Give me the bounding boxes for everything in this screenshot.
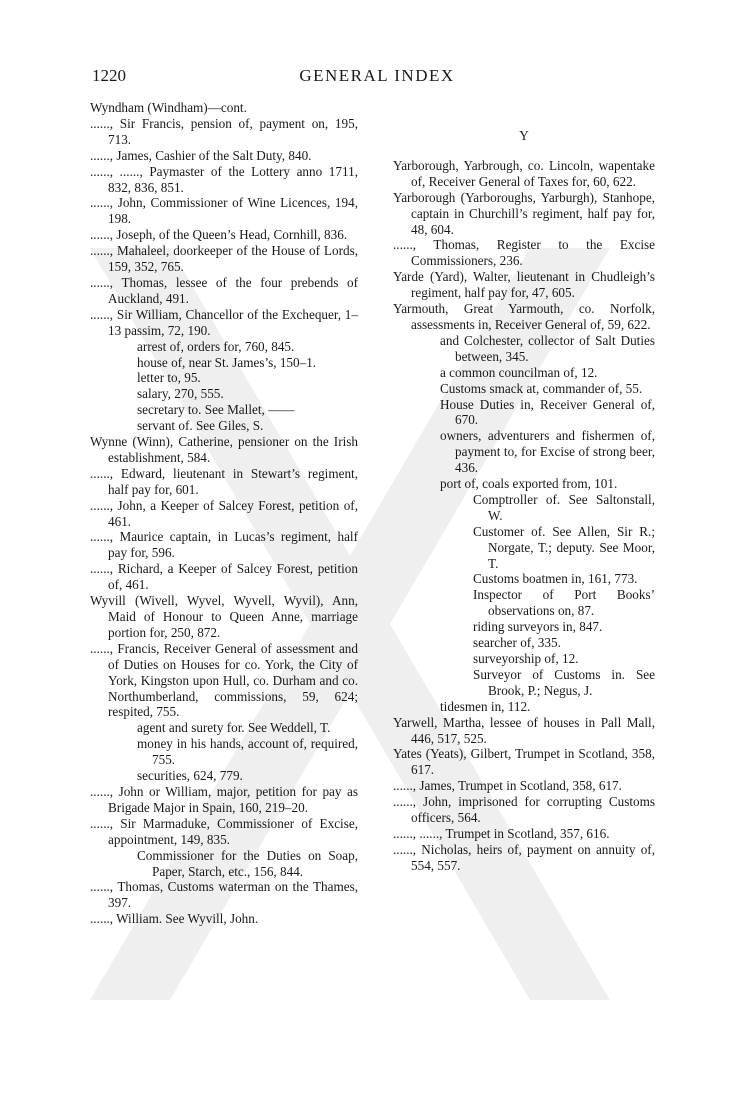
- index-entry: ......, Thomas, lessee of the four prebends of Auckland, 491.: [90, 274, 358, 306]
- page-title: GENERAL INDEX: [299, 66, 455, 85]
- page-number: 1220: [92, 66, 126, 85]
- index-entry: Commissioner for the Duties on Soap, Paper, Starch, etc., 156, 844.: [137, 847, 358, 879]
- index-entry: servant of. See Giles, S.: [137, 418, 264, 434]
- index-entry: Yarborough, Yarbrough, co. Lincoln, wapentake of, Receiver General of Taxes for, 60, 622.: [393, 157, 655, 189]
- index-entry: salary, 270, 555.: [137, 386, 224, 402]
- index-entry: ......, James, Cashier of the Salt Duty, 840.: [90, 147, 312, 163]
- index-entry: money in his hands, account of, required, 755.: [137, 736, 358, 768]
- index-entry: Customer of. See Allen, Sir R.; Norgate, T.; deputy. See Moor, T.: [473, 523, 655, 571]
- index-entry: house of, near St. James’s, 150–1.: [137, 354, 317, 370]
- index-entry: searcher of, 335.: [473, 635, 561, 651]
- index-entry: surveyorship of, 12.: [473, 651, 579, 666]
- index-entry: House Duties in, Receiver General of, 670.: [440, 396, 655, 428]
- index-entry: Yates (Yeats), Gilbert, Trumpet in Scotland, 358, 617.: [393, 746, 655, 778]
- index-entry: ......, Nicholas, heirs of, payment on annuity of, 554, 557.: [393, 841, 655, 873]
- index-entry: arrest of, orders for, 760, 845.: [137, 338, 295, 354]
- index-entry: riding surveyors in, 847.: [473, 619, 603, 635]
- index-entry: Yarwell, Martha, lessee of houses in Pall Mall, 446, 517, 525.: [393, 714, 655, 746]
- index-entry: ......, Sir Francis, pension of, payment on, 195, 713.: [90, 115, 358, 147]
- right-index-column: [393, 128, 655, 874]
- index-entry: Yarborough (Yarboroughs, Yarburgh), Stanhope, captain in Churchill’s regiment, half pay for, 48, 604.: [393, 189, 655, 237]
- index-entry: ......, Sir Marmaduke, Commissioner of Excise, appointment, 149, 835.: [90, 815, 358, 847]
- index-entry: Wyndham (Windham)—cont.: [90, 100, 247, 115]
- index-entry: ......, Maurice captain, in Lucas’s regiment, half pay for, 596.: [90, 529, 358, 561]
- left-index-column: [90, 100, 358, 927]
- index-entry: ......, Mahaleel, doorkeeper of the House of Lords, 159, 352, 765.: [90, 243, 358, 275]
- index-entry: ......, William. See Wyvill, John.: [90, 911, 259, 927]
- index-entry: ......, Richard, a Keeper of Salcey Forest, petition of, 461.: [90, 561, 358, 593]
- index-entry: ......, Thomas, Customs waterman on the Thames, 397.: [90, 879, 358, 911]
- index-entry: port of, coals exported from, 101.: [440, 476, 618, 492]
- index-entry: tidesmen in, 112.: [440, 698, 531, 714]
- index-entry: ......, John or William, major, petition for pay as Brigade Major in Spain, 160, 219–20.: [90, 783, 358, 815]
- index-entry: ......, Francis, Receiver General of assessment and of Duties on Houses for co. York, the City of York, Kingston upon Hull, co. Durham and co. Northumberland, commissions, 59, 624; respited, 755.: [90, 640, 358, 720]
- index-entry: ......, John, a Keeper of Salcey Forest, petition of, 461.: [90, 497, 358, 529]
- index-entry: owners, adventurers and fishermen of, payment to, for Excise of strong beer, 436.: [440, 428, 655, 476]
- index-entry: Comptroller of. See Saltonstall, W.: [473, 491, 655, 523]
- index-entry: ......, ......, Paymaster of the Lottery anno 1711, 832, 836, 851.: [90, 163, 358, 195]
- index-entry: Customs boatmen in, 161, 773.: [473, 571, 638, 587]
- index-entry: securities, 624, 779.: [137, 768, 243, 784]
- index-entry: Yarmouth, Great Yarmouth, co. Norfolk, assessments in, Receiver General of, 59, 622.: [393, 301, 655, 332]
- index-entry: and Colchester, collector of Salt Duties between, 345.: [440, 332, 655, 364]
- index-entry: ......, ......, Trumpet in Scotland, 357, 616.: [393, 825, 610, 841]
- index-entry: letter to, 95.: [137, 370, 201, 386]
- index-entry: Wynne (Winn), Catherine, pensioner on the Irish establishment, 584.: [90, 434, 358, 465]
- index-entry: Wyvill (Wivell, Wyvel, Wyvell, Wyvil), Ann, Maid of Honour to Queen Anne, marriage portion for, 250, 872.: [90, 593, 358, 640]
- index-entry: ......, Sir William, Chancellor of the Exchequer, 1–13 passim, 72, 190.: [90, 306, 358, 338]
- index-entry: secretary to. See Mallet, ——: [137, 402, 295, 418]
- index-entry: ......, John, Commissioner of Wine Licences, 194, 198.: [90, 195, 358, 227]
- index-entry: ......, John, imprisoned for corrupting Customs officers, 564.: [393, 794, 655, 826]
- page-header: [92, 66, 662, 90]
- index-entry: Inspector of Port Books’ observations on, 87.: [473, 587, 655, 619]
- index-entry: Yarde (Yard), Walter, lieutenant in Chudleigh’s regiment, half pay for, 47, 605.: [393, 269, 655, 301]
- section-letter-heading: Y: [519, 128, 529, 143]
- index-entry: Customs smack at, commander of, 55.: [440, 380, 643, 396]
- index-entry: agent and surety for. See Weddell, T.: [137, 720, 331, 736]
- index-entry: ......, Thomas, Register to the Excise Commissioners, 236.: [393, 237, 655, 269]
- index-entry: ......, James, Trumpet in Scotland, 358, 617.: [393, 778, 622, 794]
- index-entry: ......, Joseph, of the Queen’s Head, Cornhill, 836.: [90, 227, 348, 243]
- index-entry: Surveyor of Customs in. See Brook, P.; Negus, J.: [473, 666, 655, 698]
- index-entry: ......, Edward, lieutenant in Stewart’s regiment, half pay for, 601.: [90, 465, 358, 497]
- index-entry: a common councilman of, 12.: [440, 364, 598, 380]
